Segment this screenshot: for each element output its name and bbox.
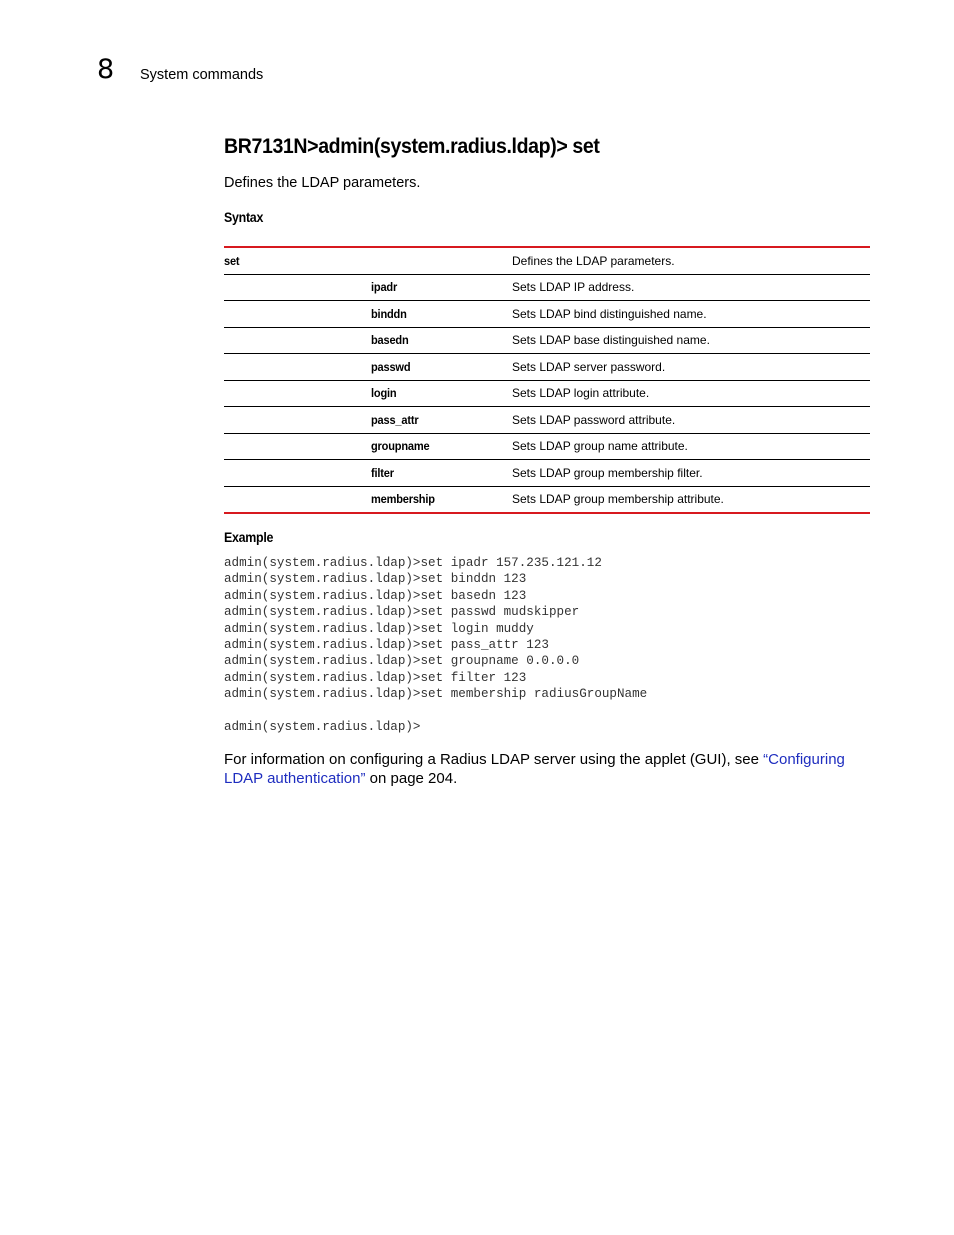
table-row [224, 407, 870, 434]
table-row [224, 327, 870, 354]
param-description: Sets LDAP login attribute. [512, 380, 870, 407]
table-row [224, 380, 870, 407]
command-description: Defines the LDAP parameters. [224, 175, 421, 191]
param-cell [371, 460, 512, 487]
command-name: set [224, 253, 240, 268]
info-text-after: on page 204. [365, 770, 458, 787]
info-text-before: For information on configuring a Radius LDAP server using the applet (GUI), see [224, 751, 764, 768]
command-cell [224, 247, 512, 274]
param-description: Sets LDAP group membership filter. [512, 460, 870, 487]
empty-cell [224, 460, 371, 487]
param-name: pass_attr [371, 412, 419, 427]
code-line: admin(system.radius.ldap)>set ipadr 157.235.121.12 [224, 556, 602, 570]
code-prompt-line: admin(system.radius.ldap)> [224, 719, 421, 734]
table-row [224, 247, 870, 274]
param-cell [371, 274, 512, 301]
table-row [224, 486, 870, 513]
empty-cell [224, 433, 371, 460]
empty-cell [224, 486, 371, 513]
table-row [224, 274, 870, 301]
param-description: Sets LDAP server password. [512, 354, 870, 381]
param-cell [371, 354, 512, 381]
table-row [224, 433, 870, 460]
code-line: admin(system.radius.ldap)>set binddn 123 [224, 572, 527, 587]
param-description: Sets LDAP password attribute. [512, 407, 870, 434]
code-line: admin(system.radius.ldap)>set login muddy [224, 621, 534, 636]
param-cell [371, 433, 512, 460]
empty-cell [224, 301, 371, 328]
param-description: Sets LDAP group name attribute. [512, 433, 870, 460]
param-cell [371, 486, 512, 513]
table-row [224, 460, 870, 487]
command-title: BR7131N>admin(system.radius.ldap)> set [224, 135, 600, 158]
param-description: Sets LDAP IP address. [512, 274, 870, 301]
command-description-cell: Defines the LDAP parameters. [512, 253, 675, 268]
param-cell [371, 327, 512, 354]
code-line: admin(system.radius.ldap)>set membership radiusGroupName [224, 687, 648, 702]
info-paragraph [224, 750, 854, 788]
param-name: filter [371, 465, 394, 480]
empty-cell [224, 327, 371, 354]
param-cell [371, 380, 512, 407]
code-line: admin(system.radius.ldap)>set basedn 123 [224, 588, 527, 603]
example-heading: Example [224, 530, 274, 545]
syntax-table [224, 246, 870, 514]
param-description: Sets LDAP base distinguished name. [512, 327, 870, 354]
param-cell [371, 301, 512, 328]
empty-cell [224, 380, 371, 407]
empty-cell [224, 354, 371, 381]
chapter-title: System commands [140, 67, 264, 83]
param-name: passwd [371, 359, 411, 374]
param-name: binddn [371, 306, 407, 321]
example-code-block [224, 555, 647, 735]
empty-cell [224, 407, 371, 434]
code-line: admin(system.radius.ldap)>set pass_attr 123 [224, 637, 549, 652]
param-name: login [371, 386, 397, 401]
param-description: Sets LDAP bind distinguished name. [512, 301, 870, 328]
param-name: membership [371, 492, 435, 507]
param-name: basedn [371, 333, 409, 348]
table-row [224, 301, 870, 328]
param-description: Sets LDAP group membership attribute. [512, 486, 870, 513]
configuring-ldap-link[interactable]: “Configuring LDAP authentication” [224, 751, 845, 787]
code-line: admin(system.radius.ldap)>set filter 123 [224, 670, 527, 685]
code-line: admin(system.radius.ldap)>set groupname 0.0.0.0 [224, 654, 580, 669]
table-row [224, 354, 870, 381]
param-name: ipadr [371, 280, 398, 295]
code-line: admin(system.radius.ldap)>set passwd mudskipper [224, 605, 580, 620]
param-name: groupname [371, 439, 430, 454]
chapter-number: 8 [97, 54, 115, 85]
param-cell [371, 407, 512, 434]
empty-cell [224, 274, 371, 301]
syntax-heading: Syntax [224, 210, 264, 225]
